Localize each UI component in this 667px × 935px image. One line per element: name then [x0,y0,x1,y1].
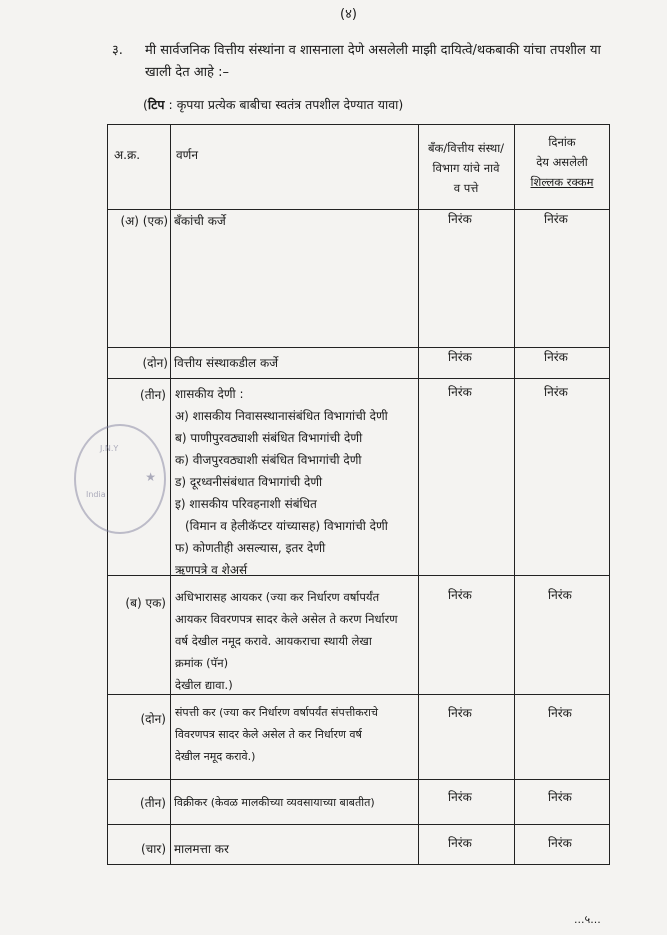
row-bank: निरंक [448,588,472,602]
row-line: ऋणपत्रे व शेअर्स [175,563,248,577]
row-line: आयकर विवरणपत्र सादर केले असेल ते करण निर्धारण [175,612,398,626]
row-amount: निरंक [548,836,572,850]
row-serial: (ब) एक) [125,596,166,610]
row-serial: (दोन) [140,712,166,726]
row-line: देखील द्यावा.) [175,678,233,692]
row-line: ब) पाणीपुरवठ्याशी संबंधित विभागांची देणी [175,431,363,445]
header-description: वर्णन [176,148,199,162]
stamp-text: India [86,490,106,499]
row-bank: निरंक [448,212,472,226]
header-bank-line: बँक/वित्तीय संस्था/ [427,141,505,155]
row-divider [107,824,610,825]
row-serial: (तीन) [140,796,166,810]
header-bank-line: व पत्ते [453,181,479,195]
row-line: (विमान व हेलीकॅप्टर यांच्यासह) विभागांची देणी [185,519,388,533]
note-line: (टिप : कृपया प्रत्येक बाबीचा स्वतंत्र तपशील देण्यात यावा) [143,97,404,112]
row-line: अधिभारासह आयकर (ज्या कर निर्धारण वर्षापर्यंत [175,590,380,604]
office-stamp [74,424,166,534]
row-line: अ) शासकीय निवासस्थानासंबंधित विभागांची देणी [175,409,388,423]
column-divider [514,124,515,865]
row-divider [107,378,610,379]
row-line: देखील नमूद करावे.) [175,750,256,763]
row-amount: निरंक [548,790,572,804]
row-bank: निरंक [448,836,472,850]
section-text: मी सार्वजनिक वित्तीय संस्थांना व शासनाला देणे असलेली माझी दायित्वे/थकबाकी यांचा तपशील या खाली देत आहे :– [145,43,601,80]
column-divider [418,124,419,865]
row-description: वित्तीय संस्थाकडील कर्जे [174,356,279,370]
row-bank: निरंक [448,385,472,399]
continued-marker: ...५... [574,913,601,926]
row-line: क्रमांक (पॅन) [175,656,229,670]
header-date-line: देय असलेली [536,155,588,169]
row-bank: निरंक [448,790,472,804]
row-divider [107,347,610,348]
stamp-text: J.N.Y [100,444,119,453]
row-bank: निरंक [448,706,472,720]
row-description [175,586,417,696]
row-bank: निरंक [448,350,472,364]
row-description [175,702,417,768]
row-serial: (दोन) [142,356,168,370]
row-divider [107,779,610,780]
row-serial: (तीन) [140,388,166,402]
section-number: ३. [112,43,123,58]
page-number: (४) [340,7,357,22]
header-date [514,132,610,192]
note-text: : कृपया प्रत्येक बाबीचा स्वतंत्र तपशील देण्यात यावा) [168,97,404,112]
row-description: विक्रीकर (केवळ मालकीच्या व्यवसायाच्या बाबतीत) [174,796,375,809]
star-icon: ★ [145,470,156,484]
column-divider [170,124,171,865]
row-description: मालमत्ता कर [174,842,229,856]
row-line: विवरणपत्र सादर केले असेल ते कर निर्धारण वर्ष [175,728,362,741]
row-line: संपत्ती कर (ज्या कर निर्धारण वर्षापर्यंत संपत्तीकराचे [175,706,378,719]
row-amount: निरंक [544,385,568,399]
row-description [175,383,417,581]
row-line: वर्ष देखील नमूद करावे. आयकराचा स्थायी लेखा [175,634,372,648]
row-amount: निरंक [548,588,572,602]
note-label: टिप [147,97,165,112]
row-line: इ) शासकीय परिवहनाशी संबंधित [175,497,317,511]
row-amount: निरंक [544,212,568,226]
row-line: शासकीय देणी : [175,387,244,401]
row-serial: (चार) [141,842,166,856]
header-bank [418,138,514,198]
row-line: ड) दूरध्वनीसंबंधात विभागांची देणी [175,475,323,489]
row-line: क) वीजपुरवठ्याशी संबंधित विभागांची देणी [175,453,362,467]
header-bank-line: विभाग यांचे नावे [432,161,500,175]
row-serial: (अ) (एक) [120,214,168,228]
header-date-line: शिल्लक रक्कम [530,175,594,189]
row-amount: निरंक [548,706,572,720]
row-amount: निरंक [544,350,568,364]
header-serial: अ.क्र. [114,148,141,162]
row-line: फ) कोणतीही असल्यास, इतर देणी [175,541,326,555]
header-date-line: दिनांक [548,135,576,149]
row-description: बँकांची कर्जे [174,214,226,228]
